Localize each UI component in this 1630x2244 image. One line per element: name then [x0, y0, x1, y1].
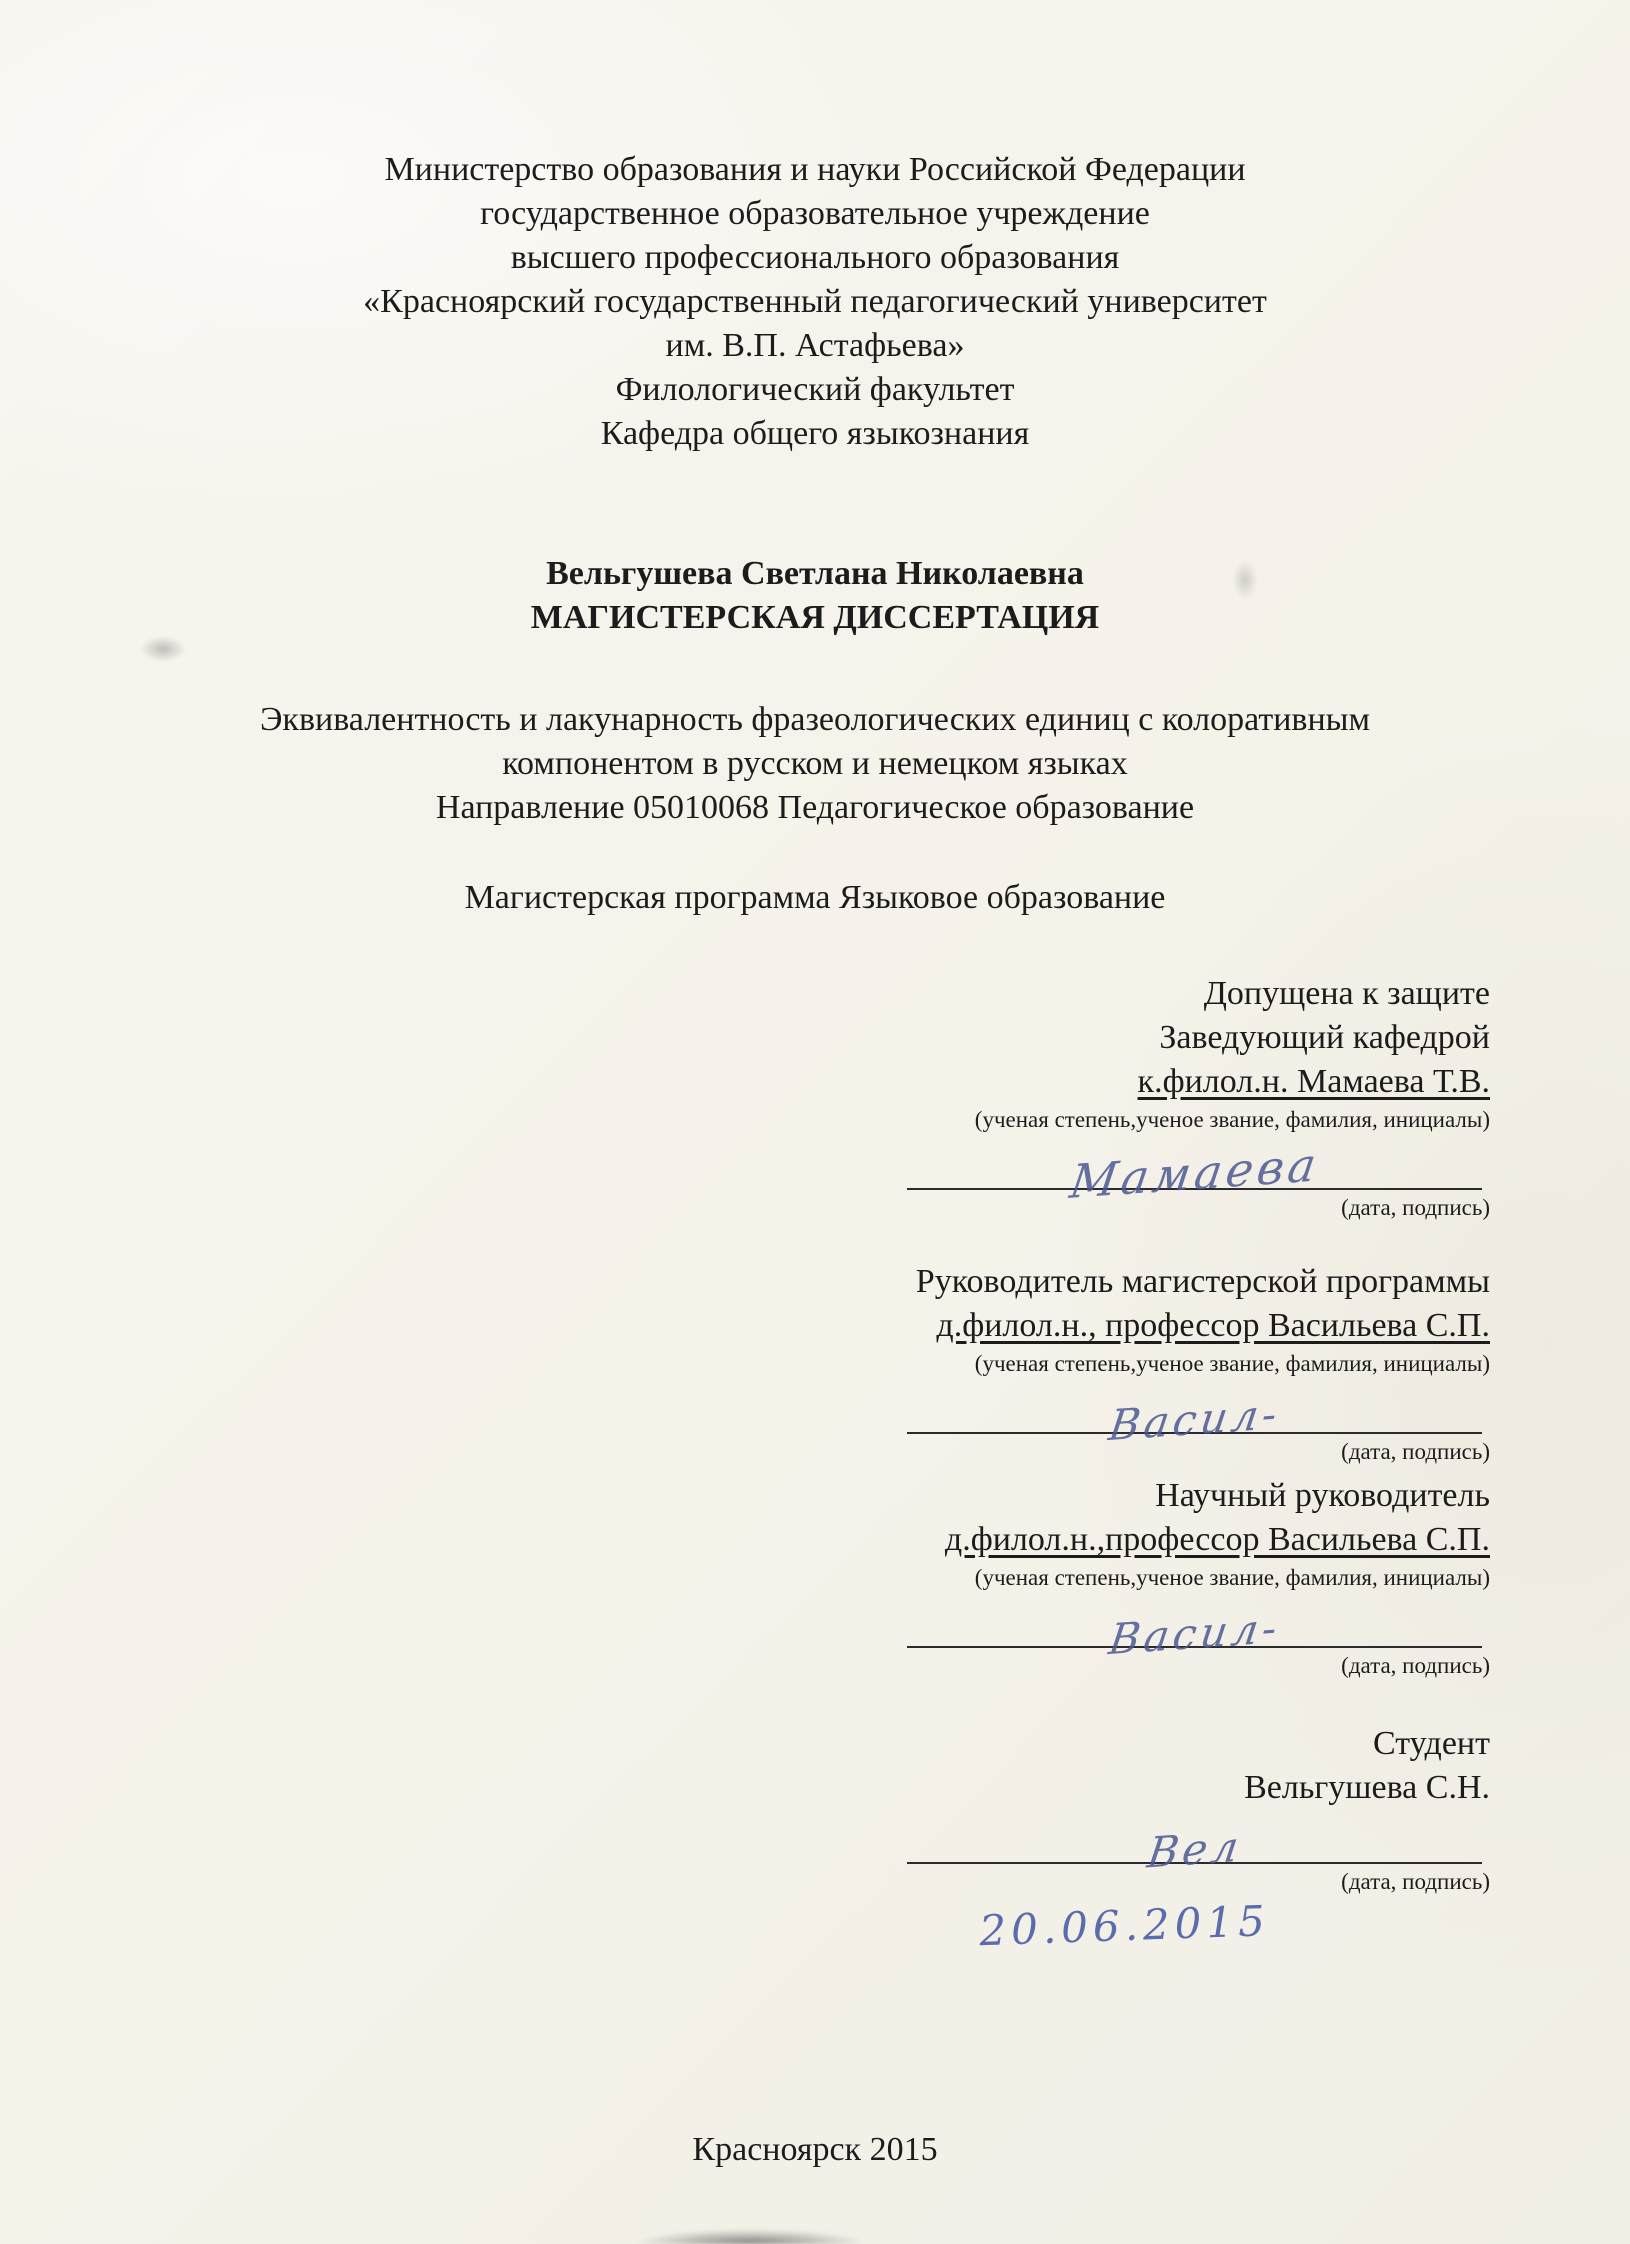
header-line-department: Кафедра общего языкознания [600, 415, 1030, 452]
institution-header [0, 0, 1630, 456]
student-role: Студент [1373, 1725, 1490, 1762]
scan-smudge [140, 636, 186, 662]
master-program-text: Магистерская программа Языковое образование [464, 879, 1166, 916]
author-block [0, 552, 1630, 640]
thesis-direction: Направление 05010068 Педагогическое образование [435, 789, 1195, 826]
advisor-block [0, 1474, 1630, 1682]
header-line-faculty: Филологический факультет [615, 371, 1015, 408]
approval-block [0, 972, 1630, 1224]
thesis-title-block [0, 698, 1630, 830]
date-signature-caption: (дата, подпись) [1341, 1653, 1490, 1678]
department-head-role: Заведующий кафедрой [1159, 1019, 1490, 1056]
scan-bottom-artifact [640, 2230, 860, 2244]
credentials-caption: (ученая степень,ученое звание, фамилия, инициалы) [974, 1351, 1490, 1376]
header-line-named-after: им. В.П. Астафьева» [665, 327, 965, 364]
thesis-title-line-1: Эквивалентность и лакунарность фразеологических единиц с колоративным [259, 701, 1371, 738]
student-block [0, 1722, 1630, 1898]
advisor-role: Научный руководитель [1155, 1477, 1490, 1514]
program-head-block [0, 1260, 1630, 1468]
master-program-line [0, 876, 1630, 920]
advisor-name: д.филол.н.,профессор Васильева С.П. [944, 1521, 1490, 1558]
author-name: Вельгушева Светлана Николаевна [546, 555, 1084, 592]
department-head-signature: Мамаева [1066, 1136, 1323, 1210]
credentials-caption: (ученая степень,ученое звание, фамилия, инициалы) [974, 1107, 1490, 1132]
date-signature-caption: (дата, подпись) [1341, 1195, 1490, 1220]
program-head-role: Руководитель магистерской программы [915, 1263, 1490, 1300]
city-year: Красноярск 2015 [692, 2131, 938, 2168]
header-line-education: высшего профессионального образования [510, 239, 1120, 276]
work-type: МАГИСТЕРСКАЯ ДИССЕРТАЦИЯ [530, 599, 1100, 636]
thesis-title-line-2: компонентом в русском и немецком языках [502, 745, 1128, 782]
header-line-institution: государственное образовательное учреждение [480, 195, 1150, 232]
department-head-name: к.филол.н. Мамаева Т.В. [1137, 1063, 1490, 1100]
date-signature-caption: (дата, подпись) [1341, 1439, 1490, 1464]
footer [0, 2128, 1630, 2172]
credentials-caption: (ученая степень,ученое звание, фамилия, инициалы) [974, 1565, 1490, 1590]
signature-line [907, 1386, 1482, 1451]
header-line-ministry: Министерство образования и науки Российской Федерации [384, 151, 1246, 188]
student-name: Вельгушева С.Н. [1244, 1769, 1490, 1806]
scan-smudge [1232, 560, 1258, 600]
handwritten-date: 20.06.2015 [978, 1896, 1271, 1956]
program-head-name: д.филол.н., профессор Васильева С.П. [936, 1307, 1490, 1344]
header-line-university: «Красноярский государственный педагогический университет [363, 283, 1267, 320]
admitted-to-defense: Допущена к защите [1203, 975, 1490, 1012]
student-signature: Вел [1143, 1821, 1246, 1878]
program-head-signature: Васил- [1105, 1388, 1284, 1451]
advisor-signature: Васил- [1105, 1602, 1284, 1665]
signature-line [907, 1600, 1482, 1665]
date-signature-caption: (дата, подпись) [1341, 1869, 1490, 1894]
signature-line [907, 1816, 1482, 1878]
